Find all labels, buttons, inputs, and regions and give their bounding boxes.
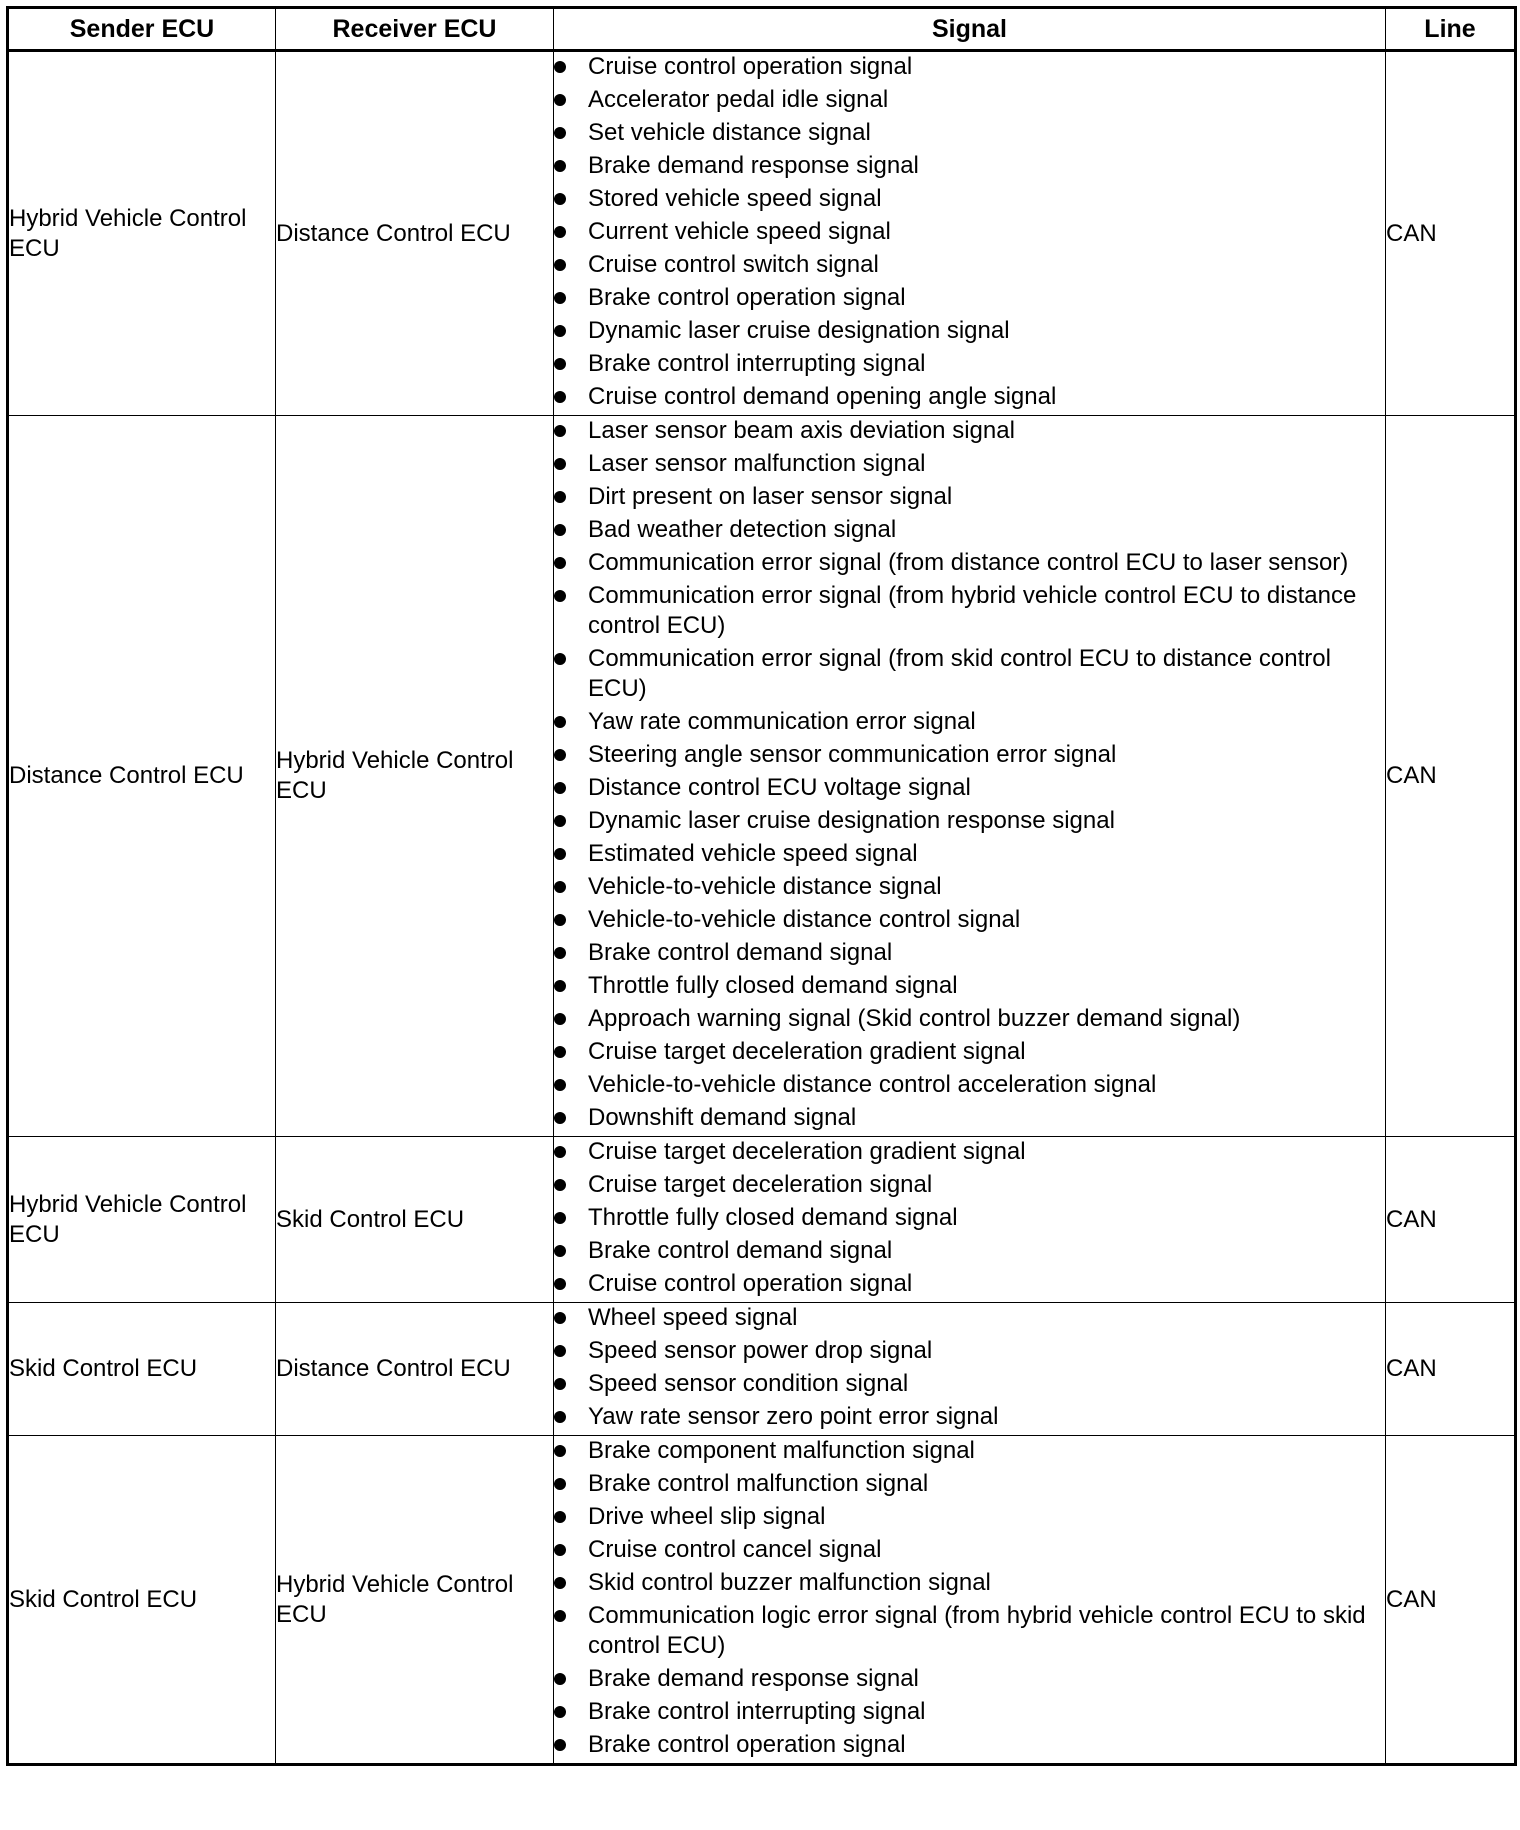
sender-ecu-cell: Distance Control ECU	[8, 416, 276, 1137]
signal-list-item: Current vehicle speed signal	[554, 217, 1385, 247]
table-row	[8, 1436, 1516, 1765]
signal-list	[554, 1303, 1385, 1432]
signal-list-item: Bad weather detection signal	[554, 515, 1385, 545]
signal-list-item: Vehicle-to-vehicle distance control acceleration signal	[554, 1070, 1385, 1100]
signal-list-item: Throttle fully closed demand signal	[554, 1203, 1385, 1233]
receiver-ecu-cell: Hybrid Vehicle Control ECU	[276, 1436, 554, 1765]
signal-list-item: Communication error signal (from skid control ECU to distance control ECU)	[554, 644, 1385, 704]
signal-list-item: Cruise target deceleration gradient signal	[554, 1137, 1385, 1167]
signal-list-item: Dynamic laser cruise designation signal	[554, 316, 1385, 346]
signal-list	[554, 1436, 1385, 1760]
signal-list	[554, 416, 1385, 1133]
receiver-ecu-cell: Skid Control ECU	[276, 1137, 554, 1303]
signal-list-item: Brake control malfunction signal	[554, 1469, 1385, 1499]
signal-list-item: Brake control demand signal	[554, 938, 1385, 968]
table-row	[8, 416, 1516, 1137]
signal-table-document	[6, 6, 1514, 1766]
signal-list-item: Yaw rate communication error signal	[554, 707, 1385, 737]
table-header-row	[8, 8, 1516, 51]
signal-list-item: Speed sensor condition signal	[554, 1369, 1385, 1399]
signal-list-item: Cruise control cancel signal	[554, 1535, 1385, 1565]
signal-list-item: Communication logic error signal (from hybrid vehicle control ECU to skid control ECU)	[554, 1601, 1385, 1661]
signal-list-item: Laser sensor malfunction signal	[554, 449, 1385, 479]
signal-list-item: Wheel speed signal	[554, 1303, 1385, 1333]
table-body	[8, 51, 1516, 1765]
signal-list-item: Yaw rate sensor zero point error signal	[554, 1402, 1385, 1432]
header-signal: Signal	[554, 8, 1386, 51]
line-cell: CAN	[1386, 1137, 1516, 1303]
line-cell: CAN	[1386, 51, 1516, 416]
sender-ecu-cell: Skid Control ECU	[8, 1303, 276, 1436]
signal-cell	[554, 416, 1386, 1137]
signal-list-item: Communication error signal (from distance control ECU to laser sensor)	[554, 548, 1385, 578]
receiver-ecu-cell: Distance Control ECU	[276, 51, 554, 416]
signal-list-item: Downshift demand signal	[554, 1103, 1385, 1133]
signal-list-item: Cruise control operation signal	[554, 1269, 1385, 1299]
sender-ecu-cell: Skid Control ECU	[8, 1436, 276, 1765]
receiver-ecu-cell: Hybrid Vehicle Control ECU	[276, 416, 554, 1137]
signal-list-item: Cruise control operation signal	[554, 52, 1385, 82]
signal-list-item: Brake demand response signal	[554, 1664, 1385, 1694]
header-receiver-ecu: Receiver ECU	[276, 8, 554, 51]
signal-list-item: Skid control buzzer malfunction signal	[554, 1568, 1385, 1598]
table-row	[8, 1303, 1516, 1436]
signal-list-item: Brake control interrupting signal	[554, 349, 1385, 379]
receiver-ecu-cell: Distance Control ECU	[276, 1303, 554, 1436]
sender-ecu-cell: Hybrid Vehicle Control ECU	[8, 1137, 276, 1303]
signal-cell	[554, 1436, 1386, 1765]
signal-list-item: Steering angle sensor communication error signal	[554, 740, 1385, 770]
signal-list-item: Stored vehicle speed signal	[554, 184, 1385, 214]
signal-list-item: Brake control interrupting signal	[554, 1697, 1385, 1727]
table-row	[8, 1137, 1516, 1303]
signal-list	[554, 52, 1385, 412]
signal-list-item: Brake control operation signal	[554, 1730, 1385, 1760]
signal-list-item: Cruise target deceleration gradient signal	[554, 1037, 1385, 1067]
line-cell: CAN	[1386, 416, 1516, 1137]
signal-list-item: Dynamic laser cruise designation response signal	[554, 806, 1385, 836]
signal-list-item: Laser sensor beam axis deviation signal	[554, 416, 1385, 446]
signal-cell	[554, 1303, 1386, 1436]
ecu-signal-table	[6, 6, 1517, 1766]
signal-list-item: Estimated vehicle speed signal	[554, 839, 1385, 869]
header-sender-ecu: Sender ECU	[8, 8, 276, 51]
signal-list-item: Throttle fully closed demand signal	[554, 971, 1385, 1001]
signal-list-item: Dirt present on laser sensor signal	[554, 482, 1385, 512]
table-row	[8, 51, 1516, 416]
signal-list-item: Set vehicle distance signal	[554, 118, 1385, 148]
signal-list-item: Cruise target deceleration signal	[554, 1170, 1385, 1200]
line-cell: CAN	[1386, 1436, 1516, 1765]
signal-cell	[554, 1137, 1386, 1303]
signal-cell	[554, 51, 1386, 416]
header-line: Line	[1386, 8, 1516, 51]
line-cell: CAN	[1386, 1303, 1516, 1436]
signal-list-item: Accelerator pedal idle signal	[554, 85, 1385, 115]
signal-list	[554, 1137, 1385, 1299]
signal-list-item: Brake component malfunction signal	[554, 1436, 1385, 1466]
signal-list-item: Distance control ECU voltage signal	[554, 773, 1385, 803]
signal-list-item: Speed sensor power drop signal	[554, 1336, 1385, 1366]
signal-list-item: Brake control demand signal	[554, 1236, 1385, 1266]
signal-list-item: Vehicle-to-vehicle distance control signal	[554, 905, 1385, 935]
signal-list-item: Drive wheel slip signal	[554, 1502, 1385, 1532]
sender-ecu-cell: Hybrid Vehicle Control ECU	[8, 51, 276, 416]
signal-list-item: Cruise control demand opening angle signal	[554, 382, 1385, 412]
signal-list-item: Approach warning signal (Skid control buzzer demand signal)	[554, 1004, 1385, 1034]
signal-list-item: Cruise control switch signal	[554, 250, 1385, 280]
signal-list-item: Brake demand response signal	[554, 151, 1385, 181]
signal-list-item: Brake control operation signal	[554, 283, 1385, 313]
signal-list-item: Vehicle-to-vehicle distance signal	[554, 872, 1385, 902]
signal-list-item: Communication error signal (from hybrid vehicle control ECU to distance control ECU)	[554, 581, 1385, 641]
